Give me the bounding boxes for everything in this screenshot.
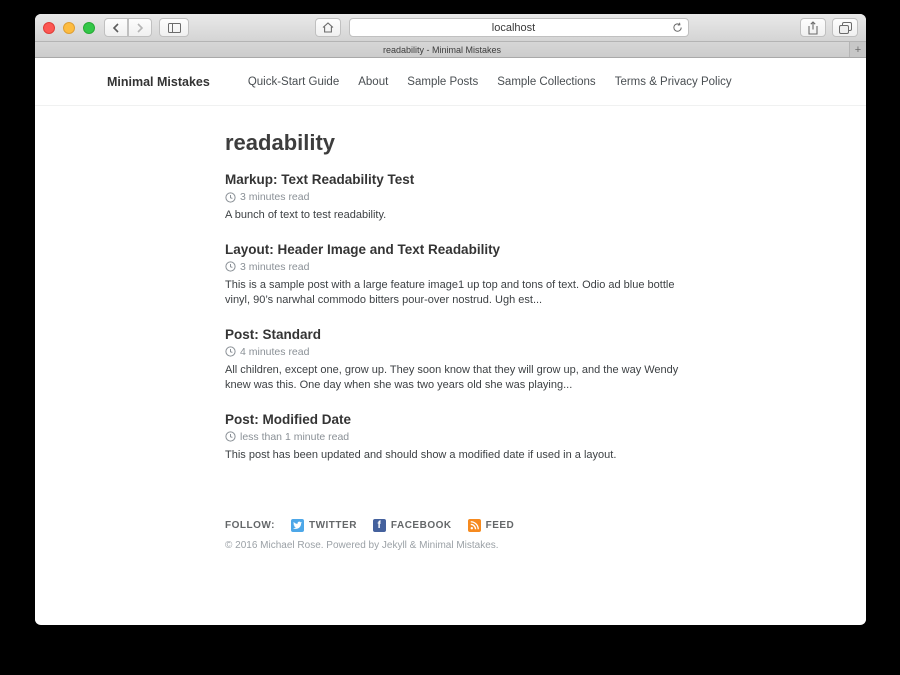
chevron-right-icon <box>136 23 144 33</box>
zoom-button[interactable] <box>83 22 95 34</box>
back-button[interactable] <box>104 18 128 37</box>
minimize-button[interactable] <box>63 22 75 34</box>
sidebar-toggle-button[interactable] <box>159 18 189 37</box>
post-title-link[interactable]: Post: Standard <box>225 326 322 342</box>
feed-link[interactable] <box>468 519 515 532</box>
reload-icon[interactable] <box>672 22 683 33</box>
clock-icon <box>225 346 236 357</box>
page-title: readability <box>225 130 336 155</box>
post-meta <box>225 260 683 274</box>
post-item <box>225 327 683 394</box>
home-button[interactable] <box>315 18 341 37</box>
post-title-link[interactable]: Post: Modified Date <box>225 411 352 427</box>
history-nav <box>104 18 152 37</box>
url-text: localhost <box>491 21 536 34</box>
copyright-notice: © 2016 Michael Rose. Powered by Jekyll & Minimal Mistakes. <box>225 540 499 551</box>
clock-icon <box>225 192 236 203</box>
feed-label: FEED <box>485 520 515 531</box>
post-meta <box>225 430 683 444</box>
facebook-link[interactable] <box>373 519 452 532</box>
tab-title: readability - Minimal Mistakes <box>382 44 502 55</box>
close-button[interactable] <box>43 22 55 34</box>
sidebar-icon <box>168 23 181 33</box>
plus-icon: + <box>854 43 862 56</box>
nav-item-sample-posts[interactable]: Sample Posts <box>407 75 479 88</box>
post-meta <box>225 190 683 204</box>
tabs-overview-button[interactable] <box>832 18 858 37</box>
site-title-link[interactable]: Minimal Mistakes <box>107 74 210 89</box>
site-footer <box>225 519 866 551</box>
home-icon <box>322 22 334 33</box>
page-content <box>35 58 866 624</box>
post-excerpt: A bunch of text to test readability. <box>225 209 387 221</box>
nav-item-terms-privacy[interactable]: Terms & Privacy Policy <box>614 75 732 88</box>
nav-item-about[interactable]: About <box>358 75 389 88</box>
follow-label: FOLLOW: <box>225 520 275 531</box>
tab-bar <box>35 42 866 58</box>
read-time: 3 minutes read <box>240 191 310 203</box>
post-title-link[interactable]: Markup: Text Readability Test <box>225 172 415 187</box>
post-excerpt: This post has been updated and should show a modified date if used in a layout. <box>225 448 617 461</box>
post-excerpt: This is a sample post with a large feature image1 up top and tons of text. Odio ad blue bottle vinyl, 90’s narwhal commodo bitters pour-over nostrud. Ugh est... <box>225 278 675 306</box>
chevron-left-icon <box>112 23 120 33</box>
tabs-icon <box>839 22 852 34</box>
share-icon <box>807 21 819 35</box>
browser-window <box>35 14 866 625</box>
masthead <box>35 58 866 106</box>
forward-button[interactable] <box>128 18 152 37</box>
archive <box>225 106 683 463</box>
window-controls <box>43 22 95 34</box>
clock-icon <box>225 261 236 272</box>
post-title-link[interactable]: Layout: Header Image and Text Readability <box>225 241 501 257</box>
post-meta <box>225 345 683 359</box>
post-excerpt: All children, except one, grow up. They soon know that they will grow up, and the way Wendy knew was this. One day when she was two years old she was playing... <box>225 363 679 391</box>
read-time: less than 1 minute read <box>240 430 350 443</box>
share-button[interactable] <box>800 18 826 37</box>
clock-icon <box>225 431 236 442</box>
twitter-icon <box>291 519 304 532</box>
twitter-link[interactable] <box>291 519 357 532</box>
nav-item-quick-start-guide[interactable]: Quick-Start Guide <box>247 75 340 88</box>
follow-row <box>225 519 866 532</box>
post-item <box>225 242 683 309</box>
new-tab-button[interactable] <box>849 42 866 57</box>
facebook-label: FACEBOOK <box>390 520 452 531</box>
browser-toolbar <box>35 14 866 42</box>
twitter-label: TWITTER <box>308 520 357 531</box>
nav-item-sample-collections[interactable]: Sample Collections <box>497 75 596 88</box>
facebook-icon: f <box>373 519 386 532</box>
address-bar[interactable] <box>349 18 689 37</box>
post-item <box>225 412 683 464</box>
read-time: 4 minutes read <box>240 345 310 358</box>
rss-icon <box>468 519 481 532</box>
tab-readability[interactable] <box>35 42 849 57</box>
read-time: 3 minutes read <box>240 260 310 273</box>
post-item <box>225 172 683 224</box>
primary-nav <box>248 76 732 88</box>
